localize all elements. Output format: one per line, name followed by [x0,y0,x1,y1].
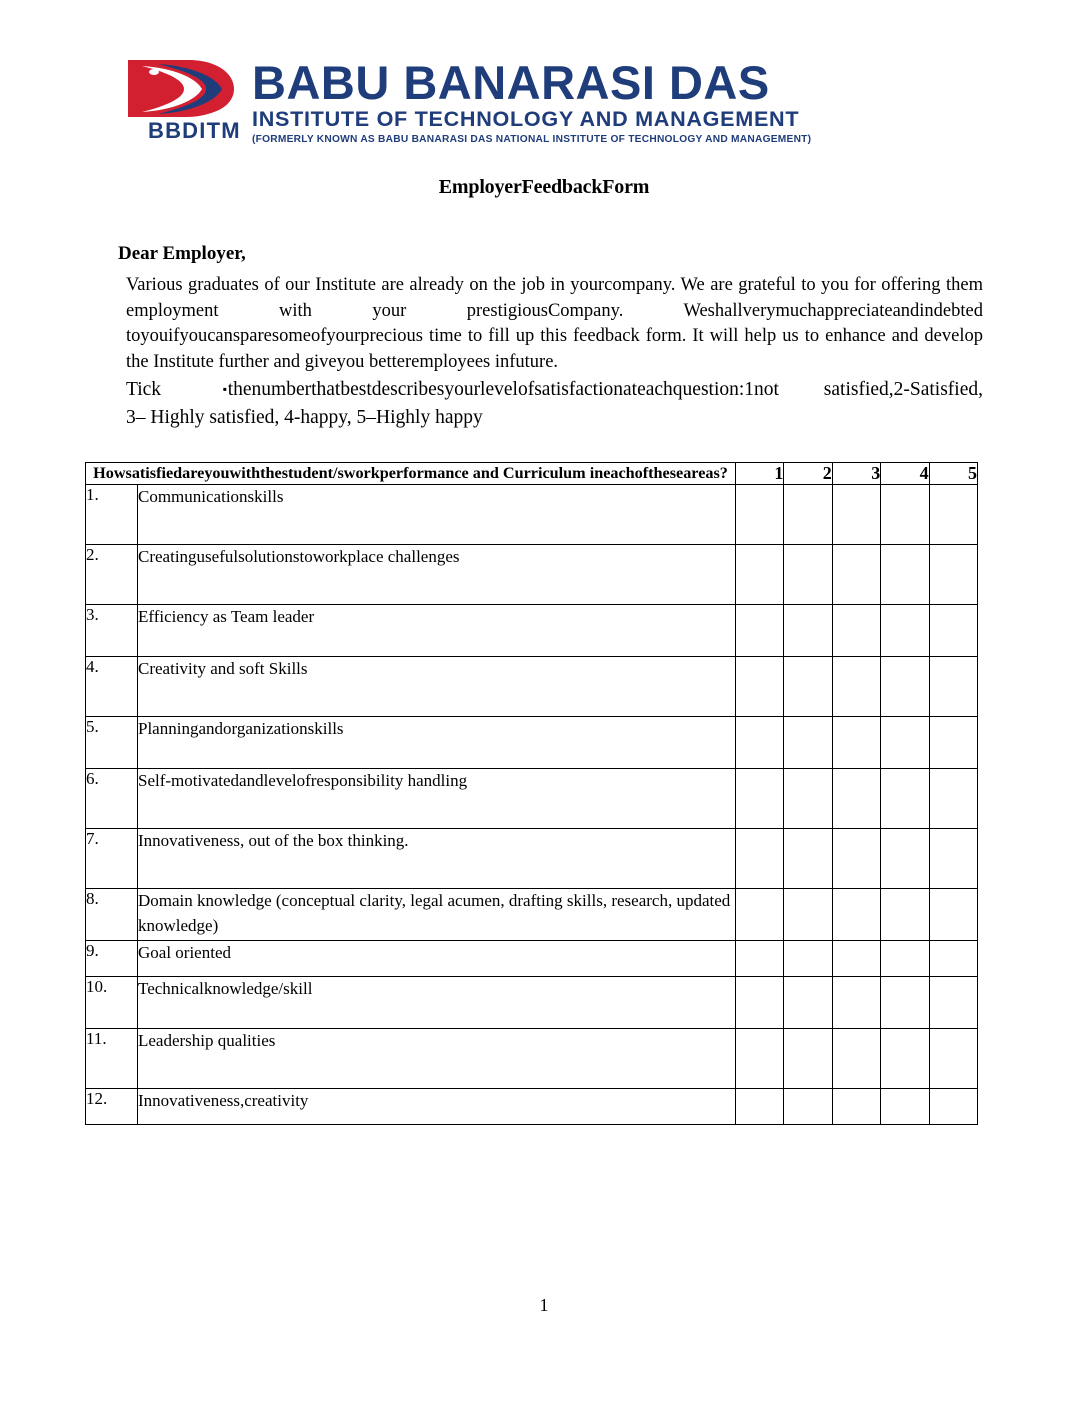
row-item-text: Creativity and soft Skills [138,657,736,717]
rating-cell-1[interactable] [736,769,784,829]
row-item-text: Self-motivatedandlevelofresponsibility handling [138,769,736,829]
rating-cell-1[interactable] [736,717,784,769]
row-item-text: Innovativeness,creativity [138,1089,736,1125]
rating-cell-5[interactable] [929,485,977,545]
rating-cell-5[interactable] [929,977,977,1029]
tick-instruction-paragraph [126,376,983,431]
rating-cell-1[interactable] [736,889,784,941]
row-item-text: Goal oriented [138,941,736,977]
page-number: 1 [539,1295,549,1315]
intro-paragraph: Various graduates of our Institute are already on the job in yourcompany. We are grateful to you for offering them employment with your prestigiousCompany. Weshallverymuchappreciateandindebted toyouifyoucansparesomeofyourprecious time to fill up this feedback form. It will help us to enhance and develop the Institute further and giveyou betteremployees infuture. [126,275,983,372]
row-number: 10. [86,977,138,1029]
rating-cell-1[interactable] [736,977,784,1029]
table-row [86,829,978,889]
rating-cell-2[interactable] [784,545,832,605]
row-number: 2. [86,545,138,605]
rating-cell-3[interactable] [832,605,880,657]
rating-cell-2[interactable] [784,605,832,657]
rating-cell-1[interactable] [736,485,784,545]
rating-cell-3[interactable] [832,941,880,977]
rating-cell-4[interactable] [881,1089,929,1125]
table-header-row [86,463,978,485]
rating-cell-2[interactable] [784,1089,832,1125]
table-header-rating-5: 5 [929,463,977,485]
table-row [86,1029,978,1089]
row-item-text: Planningandorganizationskills [138,717,736,769]
row-item-text: Creatingusefulsolutionstoworkplace challenges [138,545,736,605]
row-number: 1. [86,485,138,545]
rating-cell-2[interactable] [784,769,832,829]
rating-cell-3[interactable] [832,889,880,941]
rating-cell-3[interactable] [832,977,880,1029]
rating-cell-2[interactable] [784,717,832,769]
rating-cell-5[interactable] [929,829,977,889]
row-item-text: Innovativeness, out of the box thinking. [138,829,736,889]
rating-cell-3[interactable] [832,717,880,769]
row-number: 12. [86,1089,138,1125]
rating-cell-5[interactable] [929,941,977,977]
rating-cell-1[interactable] [736,545,784,605]
rating-cell-2[interactable] [784,977,832,1029]
rating-cell-3[interactable] [832,829,880,889]
rating-cell-5[interactable] [929,605,977,657]
table-row [86,769,978,829]
rating-cell-5[interactable] [929,1089,977,1125]
rating-cell-2[interactable] [784,657,832,717]
table-row [86,889,978,941]
rating-cell-4[interactable] [881,941,929,977]
table-header-question: Howsatisfiedareyouwiththestudent/sworkperformance and Curriculum ineachoftheseareas? [86,463,736,485]
rating-cell-3[interactable] [832,1029,880,1089]
table-row [86,941,978,977]
rating-cell-4[interactable] [881,889,929,941]
letterhead-text [246,58,978,145]
row-number: 8. [86,889,138,941]
table-header-rating-3: 3 [832,463,880,485]
rating-cell-1[interactable] [736,1089,784,1125]
rating-cell-3[interactable] [832,769,880,829]
rating-cell-1[interactable] [736,829,784,889]
rating-cell-2[interactable] [784,829,832,889]
row-item-text: Efficiency as Team leader [138,605,736,657]
rating-cell-2[interactable] [784,941,832,977]
rating-cell-3[interactable] [832,1089,880,1125]
table-header-rating-1: 1 [736,463,784,485]
row-number: 3. [86,605,138,657]
rating-cell-3[interactable] [832,485,880,545]
rating-cell-2[interactable] [784,889,832,941]
tick-instruction-text: thenumberthatbestdescribesyourlevelofsatisfactionateachquestion:1not [227,379,779,400]
table-row [86,717,978,769]
rating-cell-5[interactable] [929,889,977,941]
rating-cell-5[interactable] [929,1029,977,1089]
table-row [86,545,978,605]
tick-label: Tick [126,379,162,400]
page-title: EmployerFeedbackForm [438,176,650,198]
row-item-text: Communicationskills [138,485,736,545]
table-header-rating-2: 2 [784,463,832,485]
rating-cell-5[interactable] [929,657,977,717]
rating-cell-4[interactable] [881,545,929,605]
row-number: 11. [86,1029,138,1089]
organization-subtitle: INSTITUTE OF TECHNOLOGY AND MANAGEMENT [252,106,800,132]
table-row [86,657,978,717]
rating-cell-4[interactable] [881,485,929,545]
rating-cell-4[interactable] [881,769,929,829]
organization-former-name: (FORMERLY KNOWN AS BABU BANARASI DAS NATIONAL INSTITUTE OF TECHNOLOGY AND MANAGEMENT) [252,133,812,145]
rating-cell-4[interactable] [881,1029,929,1089]
rating-cell-3[interactable] [832,545,880,605]
rating-cell-4[interactable] [881,605,929,657]
rating-cell-3[interactable] [832,657,880,717]
row-number: 7. [86,829,138,889]
rating-cell-4[interactable] [881,657,929,717]
salutation: Dear Employer, [118,243,246,264]
rating-cell-1[interactable] [736,941,784,977]
rating-cell-2[interactable] [784,1029,832,1089]
rating-cell-1[interactable] [736,605,784,657]
tick-bullet-icon: ▪ [222,382,228,396]
row-item-text: Domain knowledge (conceptual clarity, legal acumen, drafting skills, research, updated knowledge) [138,889,736,941]
rating-cell-5[interactable] [929,717,977,769]
tick-scale-text: satisfied,2-Satisfied, 3– Highly satisfied, 4-happy, 5–Highly happy [126,379,983,428]
logo-abbreviation: BBDITM [148,118,241,143]
rating-cell-5[interactable] [929,769,977,829]
table-row [86,1089,978,1125]
table-row [86,605,978,657]
rating-cell-4[interactable] [881,829,929,889]
organization-name: BABU BANARASI DAS [252,56,770,109]
table-header-rating-4: 4 [881,463,929,485]
rating-cell-2[interactable] [784,485,832,545]
row-item-text: Leadership qualities [138,1029,736,1089]
row-number: 5. [86,717,138,769]
feedback-table [85,462,978,1125]
rating-cell-1[interactable] [736,657,784,717]
letterhead [118,58,978,150]
bbditm-logo-icon [118,58,246,150]
table-row [86,485,978,545]
rating-cell-4[interactable] [881,977,929,1029]
table-row [86,977,978,1029]
rating-cell-5[interactable] [929,545,977,605]
row-item-text: Technicalknowledge/skill [138,977,736,1029]
rating-cell-4[interactable] [881,717,929,769]
row-number: 6. [86,769,138,829]
row-number: 4. [86,657,138,717]
rating-cell-1[interactable] [736,1029,784,1089]
row-number: 9. [86,941,138,977]
